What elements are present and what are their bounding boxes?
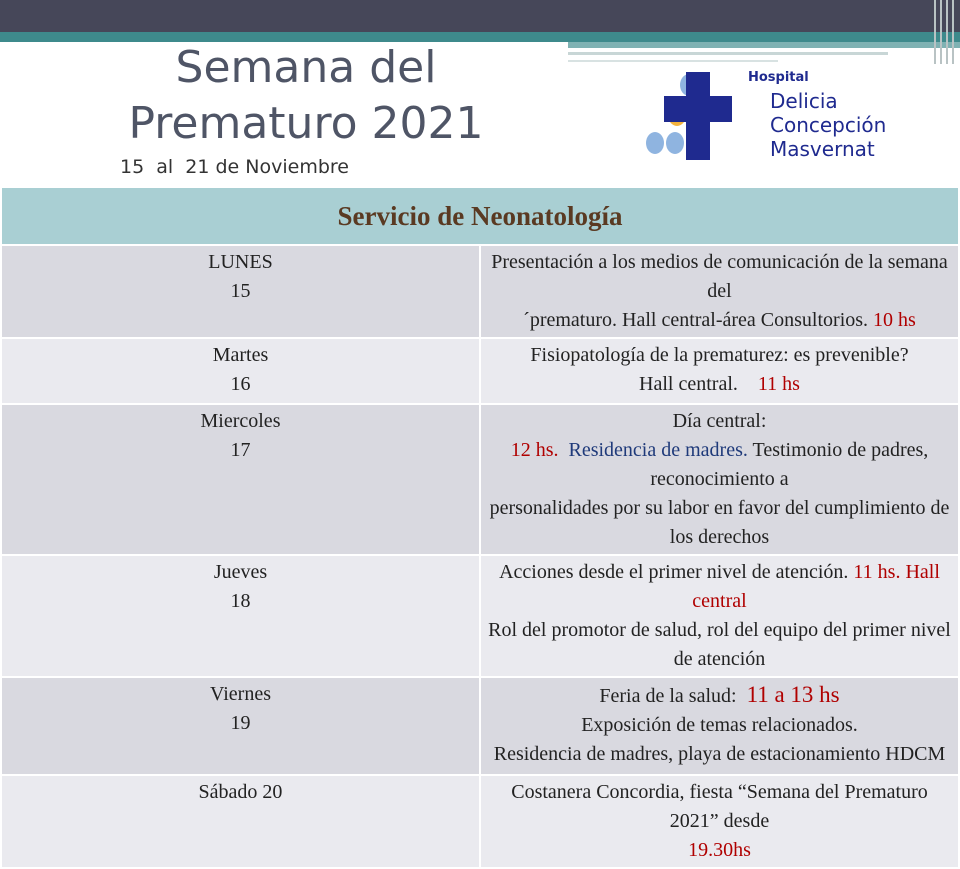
logo-text-concepcion: Concepción <box>770 113 887 137</box>
table-row <box>1 677 959 775</box>
day-cell: Jueves 18 <box>1 555 480 677</box>
table-row <box>1 404 959 555</box>
logo-text-delicia: Delicia <box>770 89 838 113</box>
title-line-1: Semana del <box>175 42 437 93</box>
decor-bar-1 <box>568 42 960 48</box>
table-row <box>1 338 959 404</box>
page-title <box>66 40 546 152</box>
day-cell: Viernes 19 <box>1 677 480 775</box>
schedule-table <box>0 186 960 869</box>
desc-cell: Día central: 12 hs. Residencia de madres. Testimonio de padres, reconocimiento a personalidades por su labor en favor del cumplimiento de los derechos <box>480 404 959 555</box>
desc-cell: Acciones desde el primer nivel de atención. 11 hs. Hall central Rol del promotor de salud, rol del equipo del primer nivel de atención <box>480 555 959 677</box>
logo-text-hospital: Hospital <box>748 70 809 85</box>
day-cell: Miercoles 17 <box>1 404 480 555</box>
day-cell: LUNES 15 <box>1 245 480 338</box>
date-range: 15 al 21 de Noviembre <box>120 156 349 178</box>
hospital-logo <box>644 66 894 166</box>
day-cell: Martes 16 <box>1 338 480 404</box>
logo-text-masvernat: Masvernat <box>770 137 875 161</box>
table-row <box>1 245 959 338</box>
desc-cell: Presentación a los medios de comunicación de la semana del ´prematuro. Hall central-área Consultorios. 10 hs <box>480 245 959 338</box>
decor-bar-2 <box>568 52 888 55</box>
title-line-2: Prematuro 2021 <box>128 98 484 149</box>
table-heading: Servicio de Neonatología <box>1 187 959 245</box>
top-dark-bar <box>0 0 960 32</box>
desc-cell: Fisiopatología de la prematurez: es prevenible? Hall central. 11 hs <box>480 338 959 404</box>
desc-cell: Costanera Concordia, fiesta “Semana del Prematuro 2021” desde 19.30hs <box>480 775 959 868</box>
table-row <box>1 775 959 868</box>
decor-bar-3 <box>568 60 778 62</box>
desc-cell: Feria de la salud: 11 a 13 hs Exposición de temas relacionados. Residencia de madres, playa de estacionamiento HDCM <box>480 677 959 775</box>
day-cell: Sábado 20 <box>1 775 480 868</box>
table-row <box>1 555 959 677</box>
decor-stripes <box>930 0 960 64</box>
